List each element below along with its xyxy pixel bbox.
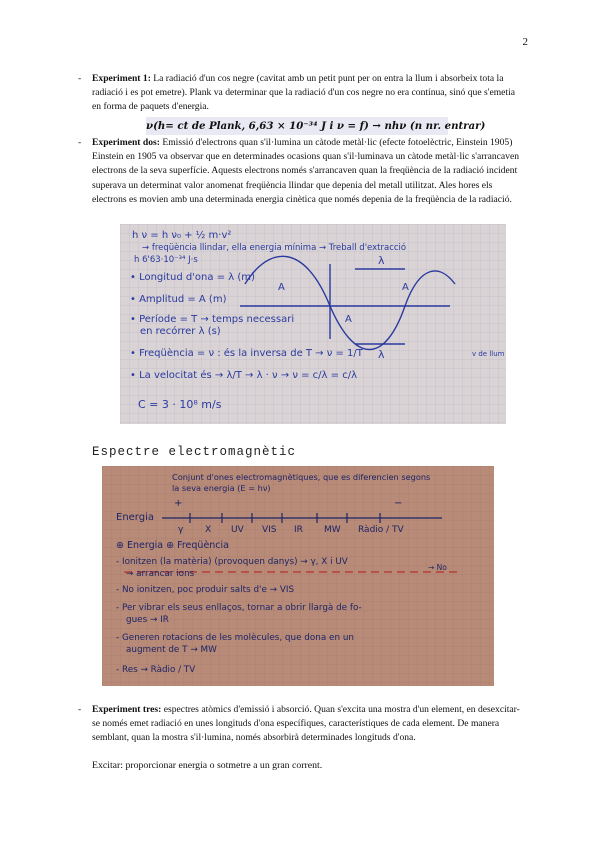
spectrum-vis: VIS — [262, 525, 277, 535]
handwritten-spectrum-notes-photo — [102, 466, 494, 686]
photo1-side-note: v de llum — [472, 350, 505, 358]
experiment-1-paragraph — [78, 72, 522, 115]
photo1-lambda-top: λ — [378, 254, 385, 267]
planck-formula: ν(h= ct de Plank, 6,63 × 10⁻³⁴ J i ν = f) → nhν (n nr. entrar) — [146, 117, 448, 135]
photo2-line11: - Res → Ràdio / TV — [116, 665, 196, 675]
photo1-amplitude-left: A — [278, 282, 285, 293]
excitation-note: Excitar: proporcionar energia o sotmetre a un gran corrent. — [92, 760, 323, 771]
photo1-bullet-velocity: • La velocitat és → λ/T → λ · ν → ν = c/λ = c/λ — [130, 370, 357, 381]
photo1-light-speed: C = 3 · 10⁸ m/s — [138, 398, 222, 411]
photo2-line5: → arrancar ions — [126, 569, 195, 579]
photo1-lambda-bottom: λ — [378, 348, 385, 361]
photo2-line1: Conjunt d'ones electromagnètiques, que es diferencien segons — [172, 472, 431, 482]
bullet-dash: - — [78, 73, 82, 84]
spectrum-x: X — [205, 525, 212, 535]
spectrum-gamma: γ — [178, 525, 184, 535]
page-number: 2 — [522, 36, 528, 48]
photo2-energy-label: Energia — [116, 512, 154, 523]
photo1-bullet-amplitude: • Amplitud = A (m) — [130, 294, 227, 305]
photo2-line8: gues → IR — [126, 615, 169, 625]
experiment-3-paragraph — [78, 703, 522, 746]
bullet-dash: - — [78, 704, 82, 715]
photo1-bullet-period: • Període = T → temps necessari — [130, 314, 295, 325]
bullet-dash: - — [78, 137, 82, 148]
wave-notes-drawing — [120, 224, 506, 424]
photo1-line2: → freqüència llindar, ella energia mínima → Treball d'extracció — [142, 243, 407, 253]
photo1-bullet-wavelength: • Longitud d'ona = λ (m) — [130, 272, 255, 283]
experiment-1-text: La radiació d'un cos negre (cavitat amb un petit punt per on entra la llum i absorbeix tota la radiació i es pot emetre). Plank va determinar que la radiació d'un cos negre no era contínua, sinó que s'emetia en forma de paquets d'energia. — [92, 73, 516, 113]
spectrum-ir: IR — [294, 525, 303, 535]
experiment-3-text: espectres atòmics d'emissió i absorció. Quan s'excita una mostra d'un element, en desexcitar-se només emet radiació en unes longituds d'ona específiques, característiques de cada element. De manera semblant, quan la mostra s'il·lumina, només absorbirà determinades longituds d'ona. — [92, 704, 520, 744]
handwritten-wave-notes-photo — [120, 224, 506, 424]
photo2-line2: la seva energia (E = hν) — [172, 483, 271, 493]
photo1-amplitude-right: A — [402, 282, 409, 293]
spectrum-mw: MW — [324, 525, 341, 535]
experiment-2-text: Emissió d'electrons quan s'il·lumina un càtode metàl·lic (efecte fotoelèctric, Einstein 1905) Einstein en 1905 va observar que en determinades ocasions quan s'il·luminava un càtode metàl·lic s'arrancaven electrons de la seva superfície. Aquests electrons només s'arrancaven quan la freqüència de la radiació incident superava un determinat valor anomenat freqüència llindar que depenia del metall utilitzat. Ales hores els electrons es movien amb una determinada energia cinètica que només depenia de la freqüència de la radiació. — [92, 137, 520, 205]
experiment-3-label: Experiment tres: — [92, 704, 162, 715]
photo1-line3: h 6'63·10⁻³⁴ J·s — [134, 255, 198, 265]
photo2-line10: augment de T → MW — [126, 645, 217, 655]
photo2-line7: - Per vibrar els seus enllaços, tornar a obrir llargà de fo- — [116, 603, 362, 613]
section-heading-electromagnetic-spectrum: Espectre electromagnètic — [92, 445, 297, 459]
photo2-energy-plus: + — [174, 498, 183, 509]
spectrum-uv: UV — [231, 525, 244, 535]
photo2-line3: ⊕ Energia ⊕ Freqüència — [116, 540, 229, 551]
photo1-bullet-frequency: • Freqüència = ν : és la inversa de T → ν = 1/T — [130, 348, 363, 359]
photo2-line9: - Generen rotacions de les molècules, que dona en un — [116, 633, 354, 643]
photo1-bullet-period-2: en recórrer λ (s) — [140, 326, 221, 337]
photo2-line4: - Ionitzen (la matèria) (provoquen danys) → γ, X i UV — [116, 557, 348, 567]
photo1-line1: h ν = h ν₀ + ½ m·v² — [132, 230, 232, 241]
experiment-2-paragraph — [78, 136, 522, 207]
spectrum-radio-tv: Ràdio / TV — [358, 525, 404, 535]
photo2-line6: - No ionitzen, poc produir salts d'e → VIS — [116, 585, 295, 595]
photo1-amplitude-bottom: A — [345, 314, 352, 325]
experiment-2-label: Experiment dos: — [92, 137, 160, 148]
photo2-line5b: → No — [428, 563, 447, 572]
spectrum-notes-drawing — [102, 466, 494, 686]
experiment-1-label: Experiment 1: — [92, 73, 151, 84]
photo2-energy-minus: − — [394, 498, 403, 509]
